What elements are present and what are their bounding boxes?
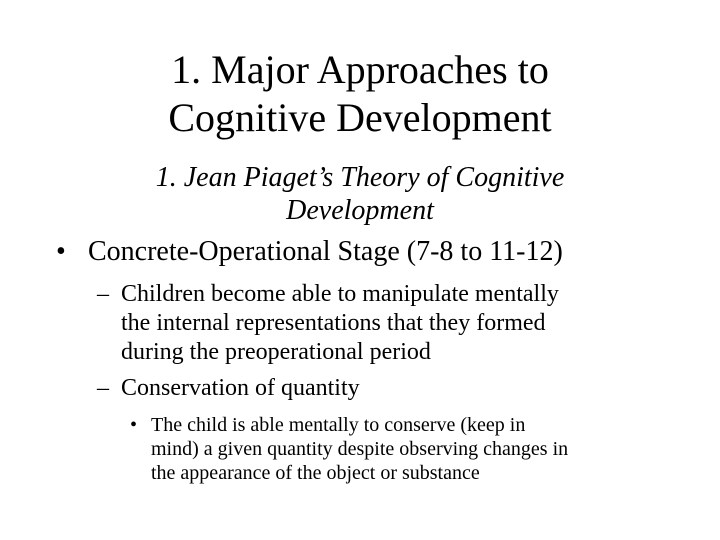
subbullet-manipulate-text (121, 280, 559, 367)
subbullet-manipulate-line-1: Children become able to manipulate mentally (121, 281, 559, 307)
dash-marker: – (97, 281, 109, 307)
subsubbullet-conserve-text (151, 413, 568, 485)
slide-title-line-1: 1. Major Approaches to (171, 47, 549, 92)
bullet-stage-text: Concrete-Operational Stage (7-8 to 11-12) (88, 236, 563, 267)
subsubbullet-conserve-line-1: The child is able mentally to conserve (keep in (151, 414, 526, 436)
slide-title-line-2: Cognitive Development (168, 95, 552, 140)
subsubbullet-conserve-line-3: the appearance of the object or substance (151, 462, 480, 484)
slide-subtitle-line-1: 1. Jean Piaget’s Theory of Cognitive (155, 162, 565, 193)
slide-subtitle-line-2: Development (286, 195, 434, 226)
bullet-marker: • (56, 236, 66, 267)
subsubbullet-conserve-line-2: mind) a given quantity despite observing changes in (151, 438, 569, 460)
subbullet-manipulate-line-3: during the preoperational period (121, 339, 431, 365)
dash-marker: – (97, 375, 109, 401)
slide-title (60, 46, 660, 142)
subbullet-manipulate-line-2: the internal representations that they formed (121, 310, 546, 336)
subbullet-conservation-text: Conservation of quantity (121, 375, 360, 401)
bullet-marker: • (130, 414, 138, 436)
slide-subtitle (60, 161, 660, 227)
